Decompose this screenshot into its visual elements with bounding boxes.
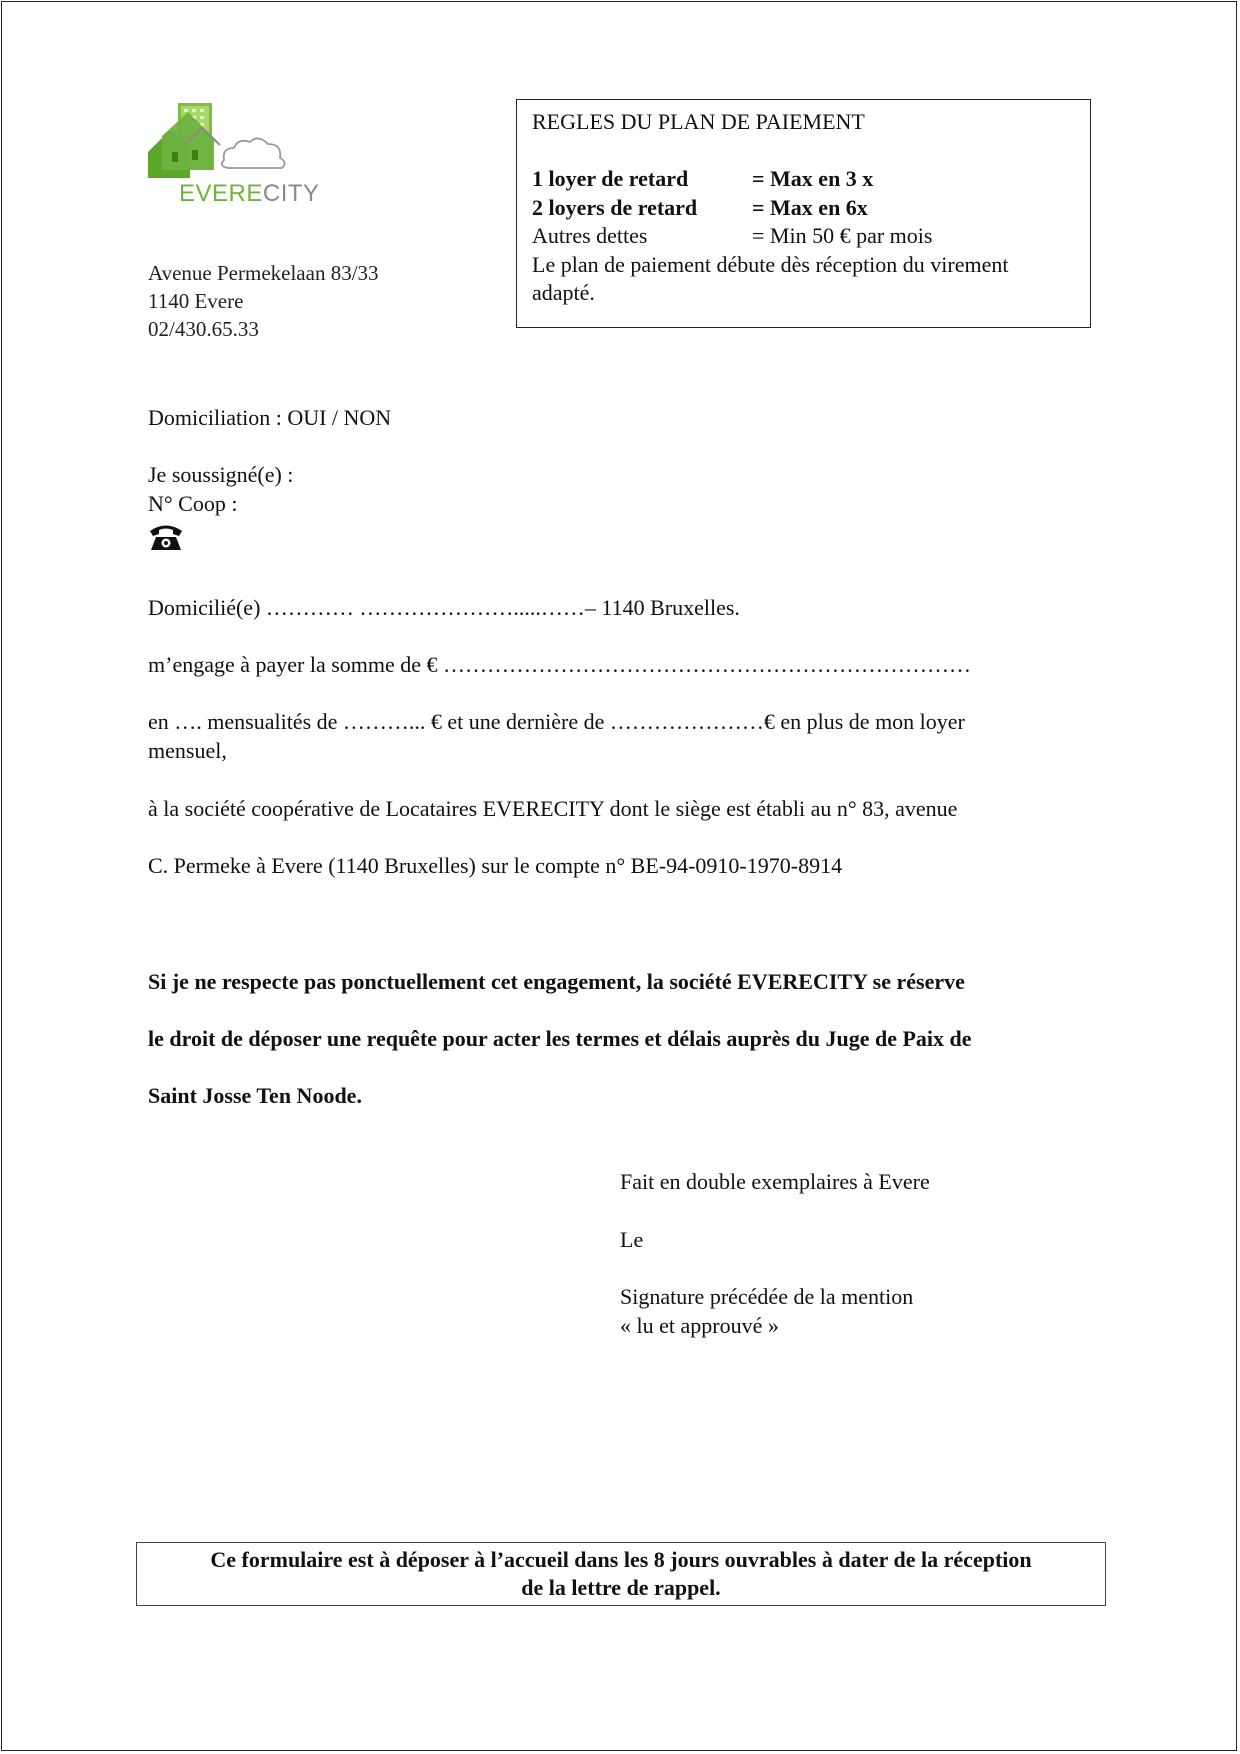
rule-label: 2 loyers de retard [532, 194, 698, 220]
rule-label: 1 loyer de retard [532, 166, 689, 191]
rule-value: = Max en 6x [752, 194, 868, 220]
rules-note-continued: adapté. [532, 280, 595, 305]
coop-number-field: N° Coop : [148, 491, 238, 516]
rule-label: Autres dettes [532, 223, 648, 248]
logo-word-gray: CITY [262, 180, 320, 207]
rule-value: = Max en 3 x [752, 166, 874, 191]
rules-note: Le plan de paiement débute dès réception du virement [532, 251, 1009, 277]
submission-notice-box [136, 1542, 1106, 1606]
installments-field: en …. mensualités de ………... € et une dernière de …………………€ en plus de mon loyer [148, 709, 965, 734]
date-label: Le [620, 1227, 644, 1252]
notice-line-1: Ce formulaire est à déposer à l’accueil dans les 8 jours ouvrables à dater de la réception [210, 1547, 1032, 1572]
payment-rules-box [516, 99, 1091, 328]
undersigned-field: Je soussigné(e) : [148, 462, 294, 487]
logo-wordmark [179, 180, 320, 208]
bank-account-line: C. Permeke à Evere (1140 Bruxelles) sur le compte n° BE-94-0910-1970-8914 [148, 853, 843, 878]
made-in-evere: Fait en double exemplaires à Evere [620, 1169, 930, 1194]
domiciliation-field: Domiciliation : OUI / NON [148, 405, 392, 430]
address-street: Avenue Permekelaan 83/33 [148, 261, 379, 285]
notice-line-2: de la lettre de rappel. [521, 1575, 721, 1600]
everecity-logo [148, 100, 320, 210]
address-phone: 02/430.65.33 [148, 317, 259, 341]
warning-line-2: le droit de déposer une requête pour acter les termes et délais auprès du Juge de Paix de [148, 1026, 972, 1051]
company-info-line: à la société coopérative de Locataires EVERECITY dont le siège est établi au n° 83, avenue [148, 796, 958, 821]
amount-commitment-field: m’engage à payer la somme de € ……………………………………………………………… [148, 652, 972, 677]
telephone-icon [148, 522, 184, 552]
rules-title: REGLES DU PLAN DE PAIEMENT [532, 109, 865, 134]
installments-field-continued: mensuel, [148, 738, 227, 763]
signature-mention: « lu et approuvé » [620, 1313, 779, 1338]
rule-value: = Min 50 € par mois [752, 223, 933, 248]
signature-instruction: Signature précédée de la mention [620, 1284, 914, 1309]
company-address [148, 259, 379, 343]
warning-line-3: Saint Josse Ten Noode. [148, 1083, 362, 1108]
rule-row-2 [532, 194, 1075, 223]
address-city: 1140 Evere [148, 289, 244, 313]
domiciled-address-field: Domicilié(e) ………… ………………….....……– 1140 Bruxelles. [148, 595, 740, 620]
warning-line-1: Si je ne respecte pas ponctuellement cet engagement, la société EVERECITY se réserve [148, 969, 965, 994]
logo-word-green: EVERE [179, 180, 263, 207]
rule-row-1 [532, 165, 1075, 194]
logo-houses-icon [148, 100, 308, 190]
rule-row-3 [532, 222, 1075, 251]
